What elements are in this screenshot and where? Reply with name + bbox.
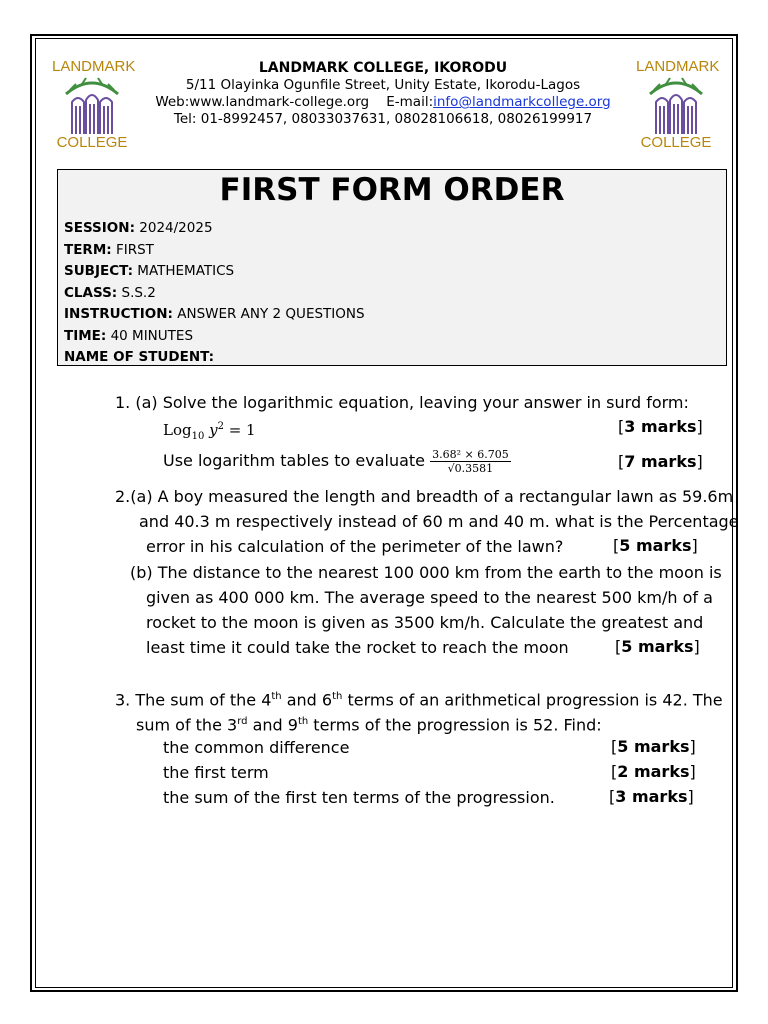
question-2b-marks: [5 marks] xyxy=(615,637,700,656)
field-time: TIME: 40 MINUTES xyxy=(64,327,194,344)
field-session: SESSION: 2024/2025 xyxy=(64,220,213,236)
question-2b-line-3: rocket to the moon is given as 3500 km/h. Calculate the greatest and xyxy=(146,613,704,632)
exam-fields xyxy=(64,218,365,369)
question-3-line-1: 3. The sum of the 4th and 6th terms of an arithmetical progression is 42. The xyxy=(115,690,723,710)
question-2a-line-2: and 40.3 m respectively instead of 60 m and 40 m. what is the Percentage xyxy=(139,512,739,531)
question-1-equation: Log$_{10}$ $y^2 = 1$ xyxy=(163,421,256,442)
question-3-item-3-marks: [3 marks] xyxy=(609,787,694,806)
field-instruction: INSTRUCTION: ANSWER ANY 2 QUESTIONS xyxy=(64,306,365,322)
pillars-icon xyxy=(646,76,706,136)
question-3-item-1: the common difference xyxy=(163,738,350,757)
field-subject: SUBJECT: MATHEMATICS xyxy=(64,263,235,279)
email-label: E-mail: xyxy=(386,94,434,110)
question-3-item-1-marks: [5 marks] xyxy=(611,737,696,756)
exam-title: FIRST FORM ORDER xyxy=(219,172,565,208)
question-1b-marks: [7 marks] xyxy=(618,452,703,471)
logo-bottom-text: COLLEGE xyxy=(56,134,128,151)
question-1a-marks: [3 marks] xyxy=(618,417,703,436)
school-phone: Tel: 01-8992457, 08033037631, 08028106618, 08026199917 xyxy=(173,111,593,127)
school-logo-right xyxy=(636,58,720,158)
question-2a-line-3: error in his calculation of the perimeter of the lawn? xyxy=(146,537,564,556)
exam-info-box xyxy=(57,169,727,366)
question-3-item-3: the sum of the first ten terms of the progression. xyxy=(163,788,555,807)
question-2a-marks: [5 marks] xyxy=(613,536,698,555)
field-term: TERM: FIRST xyxy=(64,241,154,258)
logo-bottom-text: COLLEGE xyxy=(640,134,712,151)
fraction: $\frac{\text{3.68² × 6.705}}{√0.3581}$ xyxy=(432,448,509,475)
pillars-icon xyxy=(62,76,122,136)
school-website: Web:www.landmark-college.org xyxy=(155,94,370,110)
question-1b-text: Use logarithm tables to evaluate $\frac{\text{3.68² × 6.705}}{√0.3581}$ xyxy=(163,448,509,475)
school-logo-left xyxy=(52,58,136,158)
school-contact-line xyxy=(140,94,626,111)
school-name: LANDMARK COLLEGE, IKORODU xyxy=(258,60,508,76)
field-student-name: NAME OF STUDENT: xyxy=(64,349,214,365)
question-3-line-2: sum of the 3rd and 9th terms of the progression is 52. Find: xyxy=(136,715,602,735)
school-header xyxy=(140,60,626,128)
question-2b-line-2: given as 400 000 km. The average speed to the nearest 500 km/h of a xyxy=(146,588,713,607)
logo-top-text: LANDMARK xyxy=(636,58,720,75)
question-2a-line-1: 2.(a) A boy measured the length and breadth of a rectangular lawn as 59.6m xyxy=(115,487,734,506)
logo-top-text: LANDMARK xyxy=(52,58,136,75)
question-2b-line-4: least time it could take the rocket to reach the moon xyxy=(146,638,569,657)
question-3-item-2: the first term xyxy=(163,763,269,782)
field-class: CLASS: S.S.2 xyxy=(64,284,156,301)
question-3-item-2-marks: [2 marks] xyxy=(611,762,696,781)
question-2b-line-1: (b) The distance to the nearest 100 000 km from the earth to the moon is xyxy=(130,563,722,582)
email-link[interactable]: info@landmarkcollege.org xyxy=(433,94,611,110)
question-1-line-1: 1. (a) Solve the logarithmic equation, leaving your answer in surd form: xyxy=(115,393,689,412)
school-address: 5/11 Olayinka Ogunfile Street, Unity Estate, Ikorodu-Lagos xyxy=(185,77,581,93)
